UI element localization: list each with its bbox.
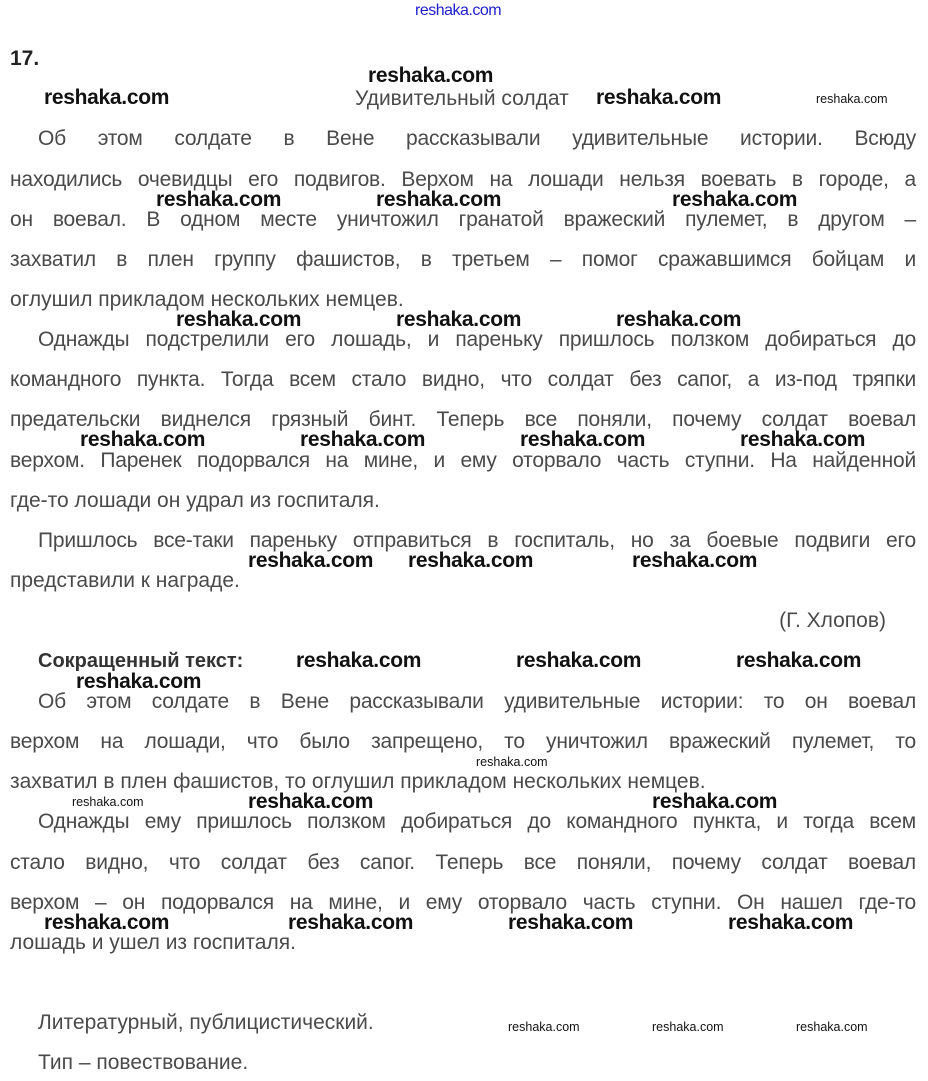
short-text-heading: Сокращенный текст:	[38, 650, 244, 672]
watermark: reshaka.com	[508, 911, 634, 934]
watermark: reshaka.com	[476, 755, 548, 769]
watermark: reshaka.com	[176, 308, 302, 331]
watermark: reshaka.com	[596, 86, 722, 109]
watermark: reshaka.com	[76, 670, 202, 693]
original-line: Пришлось все-таки пареньку отправиться в госпиталь, но за боевые подвиги его	[38, 529, 916, 552]
watermark: reshaka.com	[248, 549, 374, 572]
watermark: reshaka.com	[248, 790, 374, 813]
original-line: командного пункта. Тогда всем стало видно, что солдат без сапог, а из-под тряпки	[10, 368, 916, 391]
original-line: представили к награде.	[10, 569, 240, 592]
watermark-top[interactable]: reshaka.com	[415, 2, 502, 19]
short-line: верхом на лошади, что было запрещено, то уничтожил вражеский пулемет, то	[10, 730, 916, 753]
original-line: где-то лошади он удрал из госпиталя.	[10, 489, 380, 512]
watermark: reshaka.com	[740, 428, 866, 451]
original-line: Однажды подстрелили его лошадь, и пареньку пришлось ползком добираться до	[38, 328, 916, 351]
short-line: Об этом солдате в Вене рассказывали удивительные истории: то он воевал	[38, 690, 916, 713]
short-line: Однажды ему пришлось ползком добираться до командного пункта, и тогда всем	[38, 810, 916, 833]
original-line: он воевал. В одном месте уничтожил гранатой вражеский пулемет, в другом –	[10, 208, 916, 231]
original-line: оглушил прикладом нескольких немцев.	[10, 288, 404, 311]
author: (Г. Хлопов)	[779, 609, 886, 632]
watermark: reshaka.com	[44, 86, 170, 109]
watermark: reshaka.com	[44, 911, 170, 934]
watermark: reshaka.com	[736, 649, 862, 672]
watermark: reshaka.com	[652, 1020, 724, 1034]
original-line: верхом. Паренек подорвался на мине, и ему оторвало часть ступни. На найденной	[10, 449, 916, 472]
original-line: Об этом солдате в Вене рассказывали удивительные истории. Всюду	[38, 127, 916, 150]
watermark: reshaka.com	[156, 188, 282, 211]
watermark: reshaka.com	[300, 428, 426, 451]
watermark: reshaka.com	[408, 549, 534, 572]
watermark: reshaka.com	[616, 308, 742, 331]
watermark: reshaka.com	[296, 649, 422, 672]
original-line: находились очевидцы его подвигов. Верхом на лошади нельзя воевать в городе, а	[10, 168, 916, 191]
watermark: reshaka.com	[80, 428, 206, 451]
watermark: reshaka.com	[652, 790, 778, 813]
original-line: предательски виднелся грязный бинт. Теперь все поняли, почему солдат воевал	[10, 408, 916, 431]
short-line: захватил в плен фашистов, то оглушил прикладом нескольких немцев.	[10, 770, 706, 793]
watermark: reshaka.com	[288, 911, 414, 934]
watermark: reshaka.com	[816, 92, 888, 106]
watermark: reshaka.com	[396, 308, 522, 331]
watermark: reshaka.com	[796, 1020, 868, 1034]
short-line: лошадь и ушел из госпиталя.	[10, 931, 296, 954]
type-line: Тип – повествование.	[38, 1051, 249, 1074]
watermark: reshaka.com	[516, 649, 642, 672]
watermark: reshaka.com	[520, 428, 646, 451]
task-number: 17.	[10, 47, 40, 70]
watermark: reshaka.com	[508, 1020, 580, 1034]
watermark: reshaka.com	[72, 795, 144, 809]
text-title: Удивительный солдат	[355, 87, 569, 110]
watermark: reshaka.com	[376, 188, 502, 211]
original-line: захватил в плен группу фашистов, в третьем – помог сражавшимся бойцам и	[10, 248, 916, 271]
watermark: reshaka.com	[632, 549, 758, 572]
watermark: reshaka.com	[368, 64, 494, 87]
style-line: Литературный, публицистический.	[38, 1011, 374, 1034]
watermark: reshaka.com	[728, 911, 854, 934]
short-line: верхом – он подорвался на мине, и ему оторвало часть ступни. Он нашел где-то	[10, 891, 916, 914]
short-line: стало видно, что солдат без сапог. Теперь все поняли, почему солдат воевал	[10, 851, 916, 874]
watermark: reshaka.com	[672, 188, 798, 211]
